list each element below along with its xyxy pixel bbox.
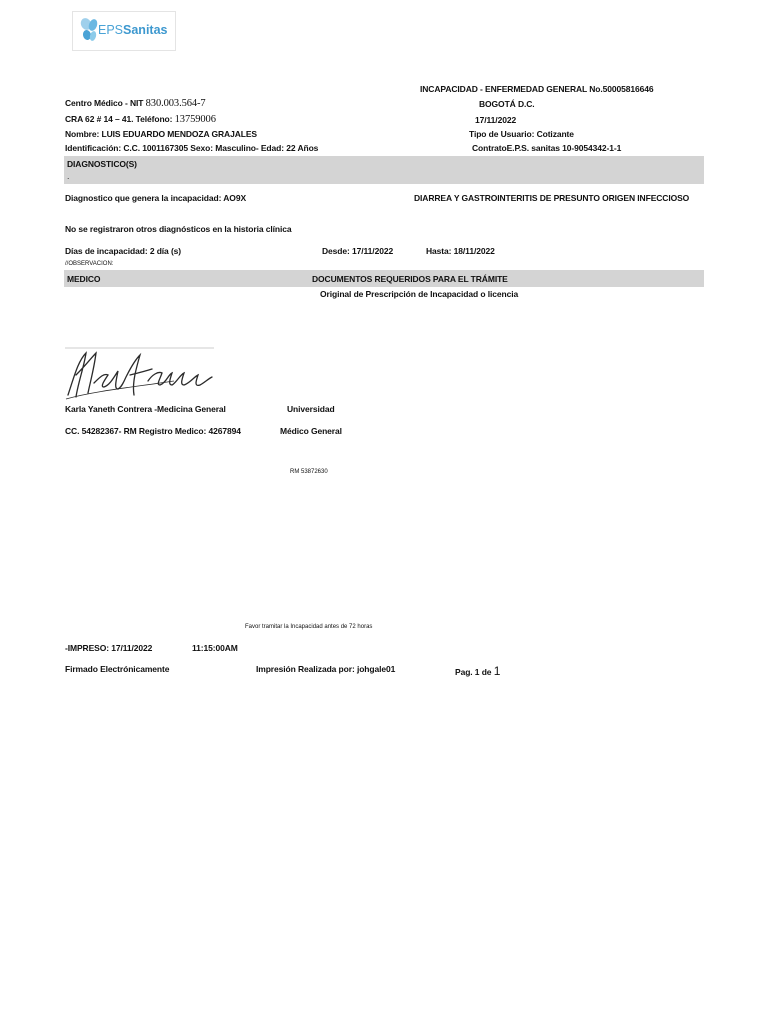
- required-documents-label: DOCUMENTOS REQUERIDOS PARA EL TRÁMITE: [312, 274, 508, 284]
- contract: ContratoE.P.S. sanitas 10-9054342-1-1: [472, 143, 622, 153]
- doctor-title: Médico General: [280, 426, 342, 436]
- printed-date: -IMPRESO: 17/11/2022: [65, 643, 153, 653]
- incapacity-to: Hasta: 18/11/2022: [426, 246, 495, 256]
- patient-identification: Identificación: C.C. 1001167305 Sexo: Masculino- Edad: 22 Años: [65, 143, 319, 153]
- patient-name: Nombre: LUIS EDUARDO MENDOZA GRAJALES: [65, 129, 257, 139]
- doctor-signature: [64, 347, 216, 401]
- centro-medico-nit: Centro Médico - NIT 830.003.564-7: [65, 98, 206, 109]
- printed-by: Impresión Realizada por: johgale01: [256, 664, 396, 674]
- medico-section-bar: [64, 270, 704, 287]
- incapacity-from: Desde: 17/11/2022: [322, 246, 394, 256]
- address-phone: CRA 62 # 14 – 41. Teléfono: 13759006: [65, 114, 216, 125]
- signed-electronically: Firmado Electrónicamente: [65, 664, 170, 674]
- user-type: Tipo de Usuario: Cotizante: [469, 129, 574, 139]
- diagnostico-section-bar: [64, 156, 704, 184]
- main-diagnosis-description: DIARREA Y GASTROINTERITIS DE PRESUNTO ORIGEN INFECCIOSO: [414, 193, 690, 203]
- document-title: INCAPACIDAD - ENFERMEDAD GENERAL No.50005816646: [420, 84, 654, 94]
- doctor-university: Universidad: [287, 404, 335, 414]
- doctor-name: Karla Yaneth Contrera -Medicina General: [65, 404, 226, 414]
- logo-text: EPSSanitas: [98, 23, 168, 37]
- city: BOGOTÁ D.C.: [479, 99, 535, 109]
- printed-time: 11:15:00AM: [192, 643, 238, 653]
- diagnostico-label: DIAGNOSTICO(S): [67, 159, 137, 169]
- main-diagnosis: Diagnostico que genera la incapacidad: AO9X: [65, 193, 247, 203]
- doctor-id: CC. 54282367- RM Registro Medico: 4267894: [65, 426, 241, 436]
- diagnostico-dot: .: [67, 171, 70, 181]
- page-number: Pag. 1 de 1: [455, 664, 501, 678]
- required-document-item: Original de Prescripción de Incapacidad o licencia: [320, 289, 519, 299]
- observation-label: //OBSERVACION:: [65, 261, 114, 267]
- medico-label: MEDICO: [67, 274, 101, 284]
- processing-note: Favor tramitar la Incapacidad antes de 72 horas: [245, 624, 373, 630]
- doctor-rm: RM 53872630: [290, 469, 328, 475]
- other-diagnoses: No se registraron otros diagnósticos en la historia clínica: [65, 224, 292, 234]
- issue-date: 17/11/2022: [475, 115, 517, 125]
- incapacity-days: Días de incapacidad: 2 día (s): [65, 246, 182, 256]
